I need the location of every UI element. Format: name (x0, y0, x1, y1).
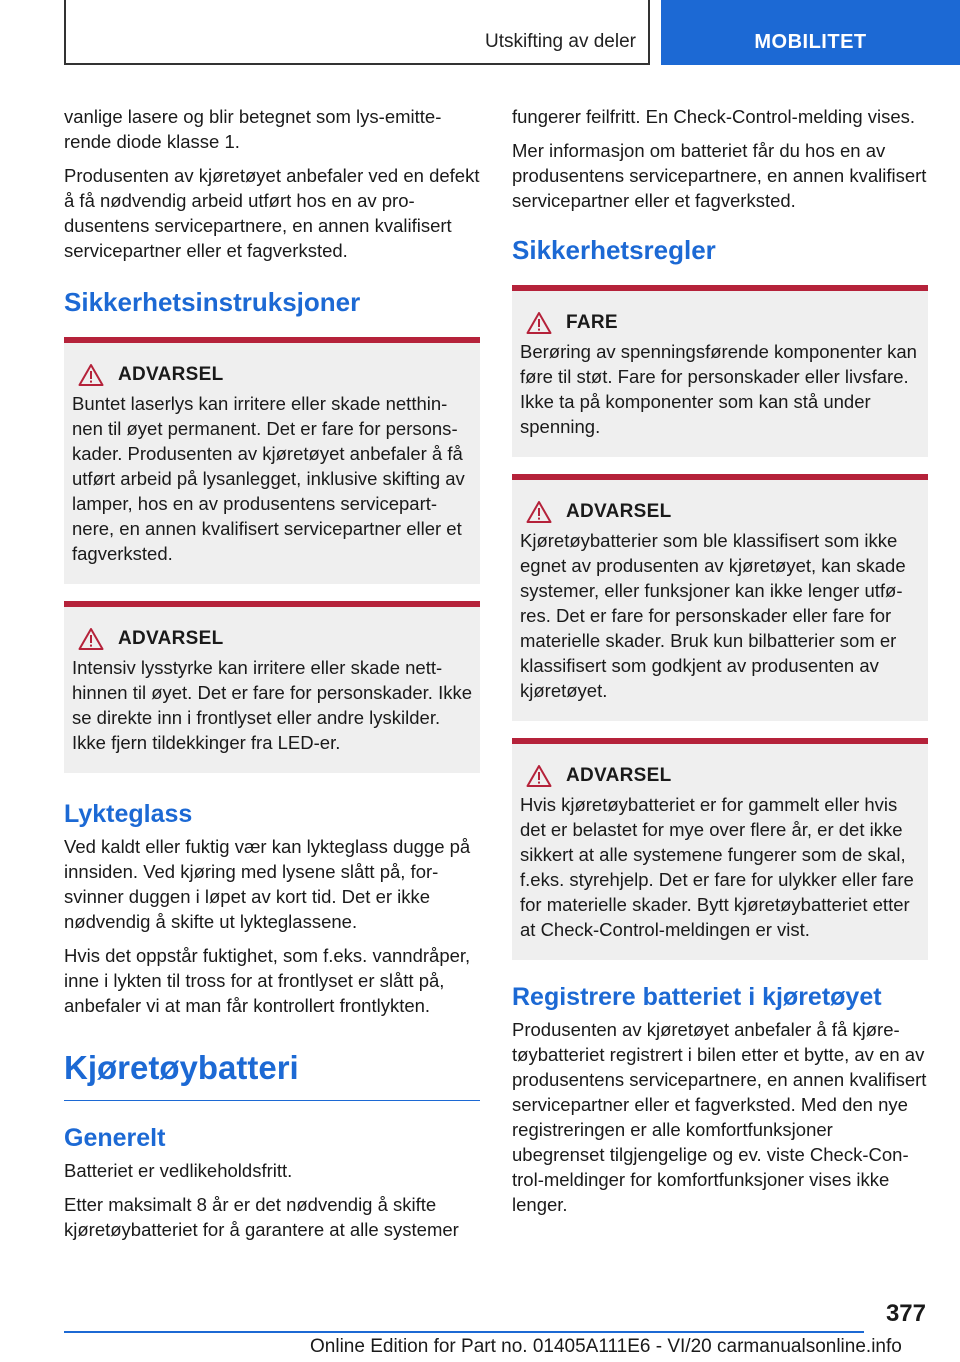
warning-text: Intensiv lysstyrke kan irritere eller skade netthinnen til øyet. Det er fare for personskader. Ikke se direkte inn i frontlyset eller andre lyskilder. Ikke fjern tildekkinger fra LED-er. (72, 657, 472, 753)
paragraph: fungerer feilfritt. En Check-Control-melding vises. (512, 106, 916, 127)
danger-title: FARE (566, 312, 618, 333)
warning-box (64, 337, 480, 584)
danger-box (512, 285, 928, 457)
paragraph: Produsenten av kjøretøyet anbefaler ved en defekt å få nødvendig arbeid utført hos en av produsentens servicepartnere, en annen kvalifisert servicepartner eller et fagverksted. (64, 165, 480, 261)
warning-triangle-icon (526, 311, 552, 335)
paragraph: Ved kaldt eller fuktig vær kan lykteglass dugge på innsiden. Ved kjøring med lysene slått på, forsvinner duggen i løpet av kort tid. Det er ikke nødvendig å skifte ut lykteglassene. (64, 836, 471, 932)
warning-title: ADVARSEL (566, 765, 672, 786)
paragraph: Batteriet er vedlikeholdsfritt. (64, 1160, 293, 1181)
warning-box (512, 474, 928, 721)
danger-text: Berøring av spenningsførende komponenter kan føre til støt. Fare for personskader eller livsfare. Ikke ta på komponenter som kan stå under spenning. (520, 341, 917, 437)
paragraph: Hvis det oppstår fuktighet, som f.eks. vanndråper, inne i lykten til tross for at frontlyset er slått på, anbefaler vi at man får kontrollert frontlykten. (64, 945, 471, 1016)
footer-watermark (310, 1336, 902, 1358)
warning-title: ADVARSEL (118, 364, 224, 385)
footer-watermark-text: Online Edition for Part no. 01405A111E6 - VI/20 carmanualsonline.info (310, 1336, 902, 1357)
warning-box (512, 738, 928, 960)
header-section-box (64, 0, 650, 65)
subheading-general: Generelt (64, 1124, 166, 1152)
warning-text: Kjøretøybatterier som ble klassifisert som ikke egnet av produsenten av kjøretøyet, kan skade systemer, eller funksjoner kan ikke lenger utføres. Det er fare for personskader eller fare for materielle skader. Bruk kun bilbatterier som er klassifisert som godkjent av produsenten av kjøretøyet. (520, 530, 906, 701)
warning-triangle-icon (526, 500, 552, 524)
subheading-lens: Lykteglass (64, 800, 193, 828)
chapter-heading-vehicle-battery: Kjøretøybatteri (64, 1048, 480, 1101)
warning-text: Hvis kjøretøybatteriet er for gammelt eller hvis det er belastet for mye over flere år, er det ikke sikkert at alle systemene fungerer som de skal, f.eks. styrehjelp. Det er fare for ulykker eller fare for materielle skader. Bytt kjøretøybatteriet etter at Check-Control-meldingen er vist. (520, 794, 914, 940)
page-number: 377 (885, 1300, 926, 1327)
warning-title: ADVARSEL (566, 501, 672, 522)
header-chapter-title: MOBILITET (754, 31, 867, 53)
warning-triangle-icon (526, 764, 552, 788)
warning-box (64, 601, 480, 773)
right-column (512, 104, 928, 1226)
section-heading-safety-instructions: Sikkerhetsinstruksjoner (64, 287, 361, 317)
section-heading-safety-rules: Sikkerhetsregler (512, 235, 716, 265)
header-section-title: Utskifting av deler (484, 31, 636, 52)
warning-triangle-icon (78, 627, 104, 651)
paragraph: Produsenten av kjøretøyet anbefaler å få kjøretøybatteriet registrert i bilen etter et bytte, av en av produsentens servicepartnere, en annen kvalifisert servicepartner eller et fagverksted. Med den nye registreringen er alle komfortfunksjoner ubegrenset tilgjengelige og ev. viste Check-Control-meldinger for komfortfunksjoner vises ikke lenger. (512, 1019, 927, 1215)
paragraph: Mer informasjon om batteriet får du hos en av produsentens servicepartnere, en annen kvalifisert servicepartner eller et fagverksted. (512, 140, 927, 211)
warning-triangle-icon (78, 363, 104, 387)
footer-divider (64, 1331, 864, 1333)
paragraph: Etter maksimalt 8 år er det nødvendig å skifte kjøretøybatteriet for å garantere at alle systemer (64, 1194, 459, 1240)
warning-title: ADVARSEL (118, 628, 224, 649)
warning-text: Buntet laserlys kan irritere eller skade netthinnen til øyet permanent. Det er fare for personskader. Produsenten av kjøretøyet anbefaler å få utført arbeid på lysanlegget, inklusive skifting av lamper, hos en av produsentens servicepartnere, en annen kvalifisert servicepartner eller et fagverksted. (72, 393, 465, 564)
header-chapter-tab (661, 0, 960, 65)
paragraph: vanlige lasere og blir betegnet som lys-emitterende diode klasse 1. (64, 106, 442, 152)
left-column (64, 104, 480, 1251)
subheading-register-battery: Registrere batteriet i kjøretøyet (512, 983, 882, 1011)
